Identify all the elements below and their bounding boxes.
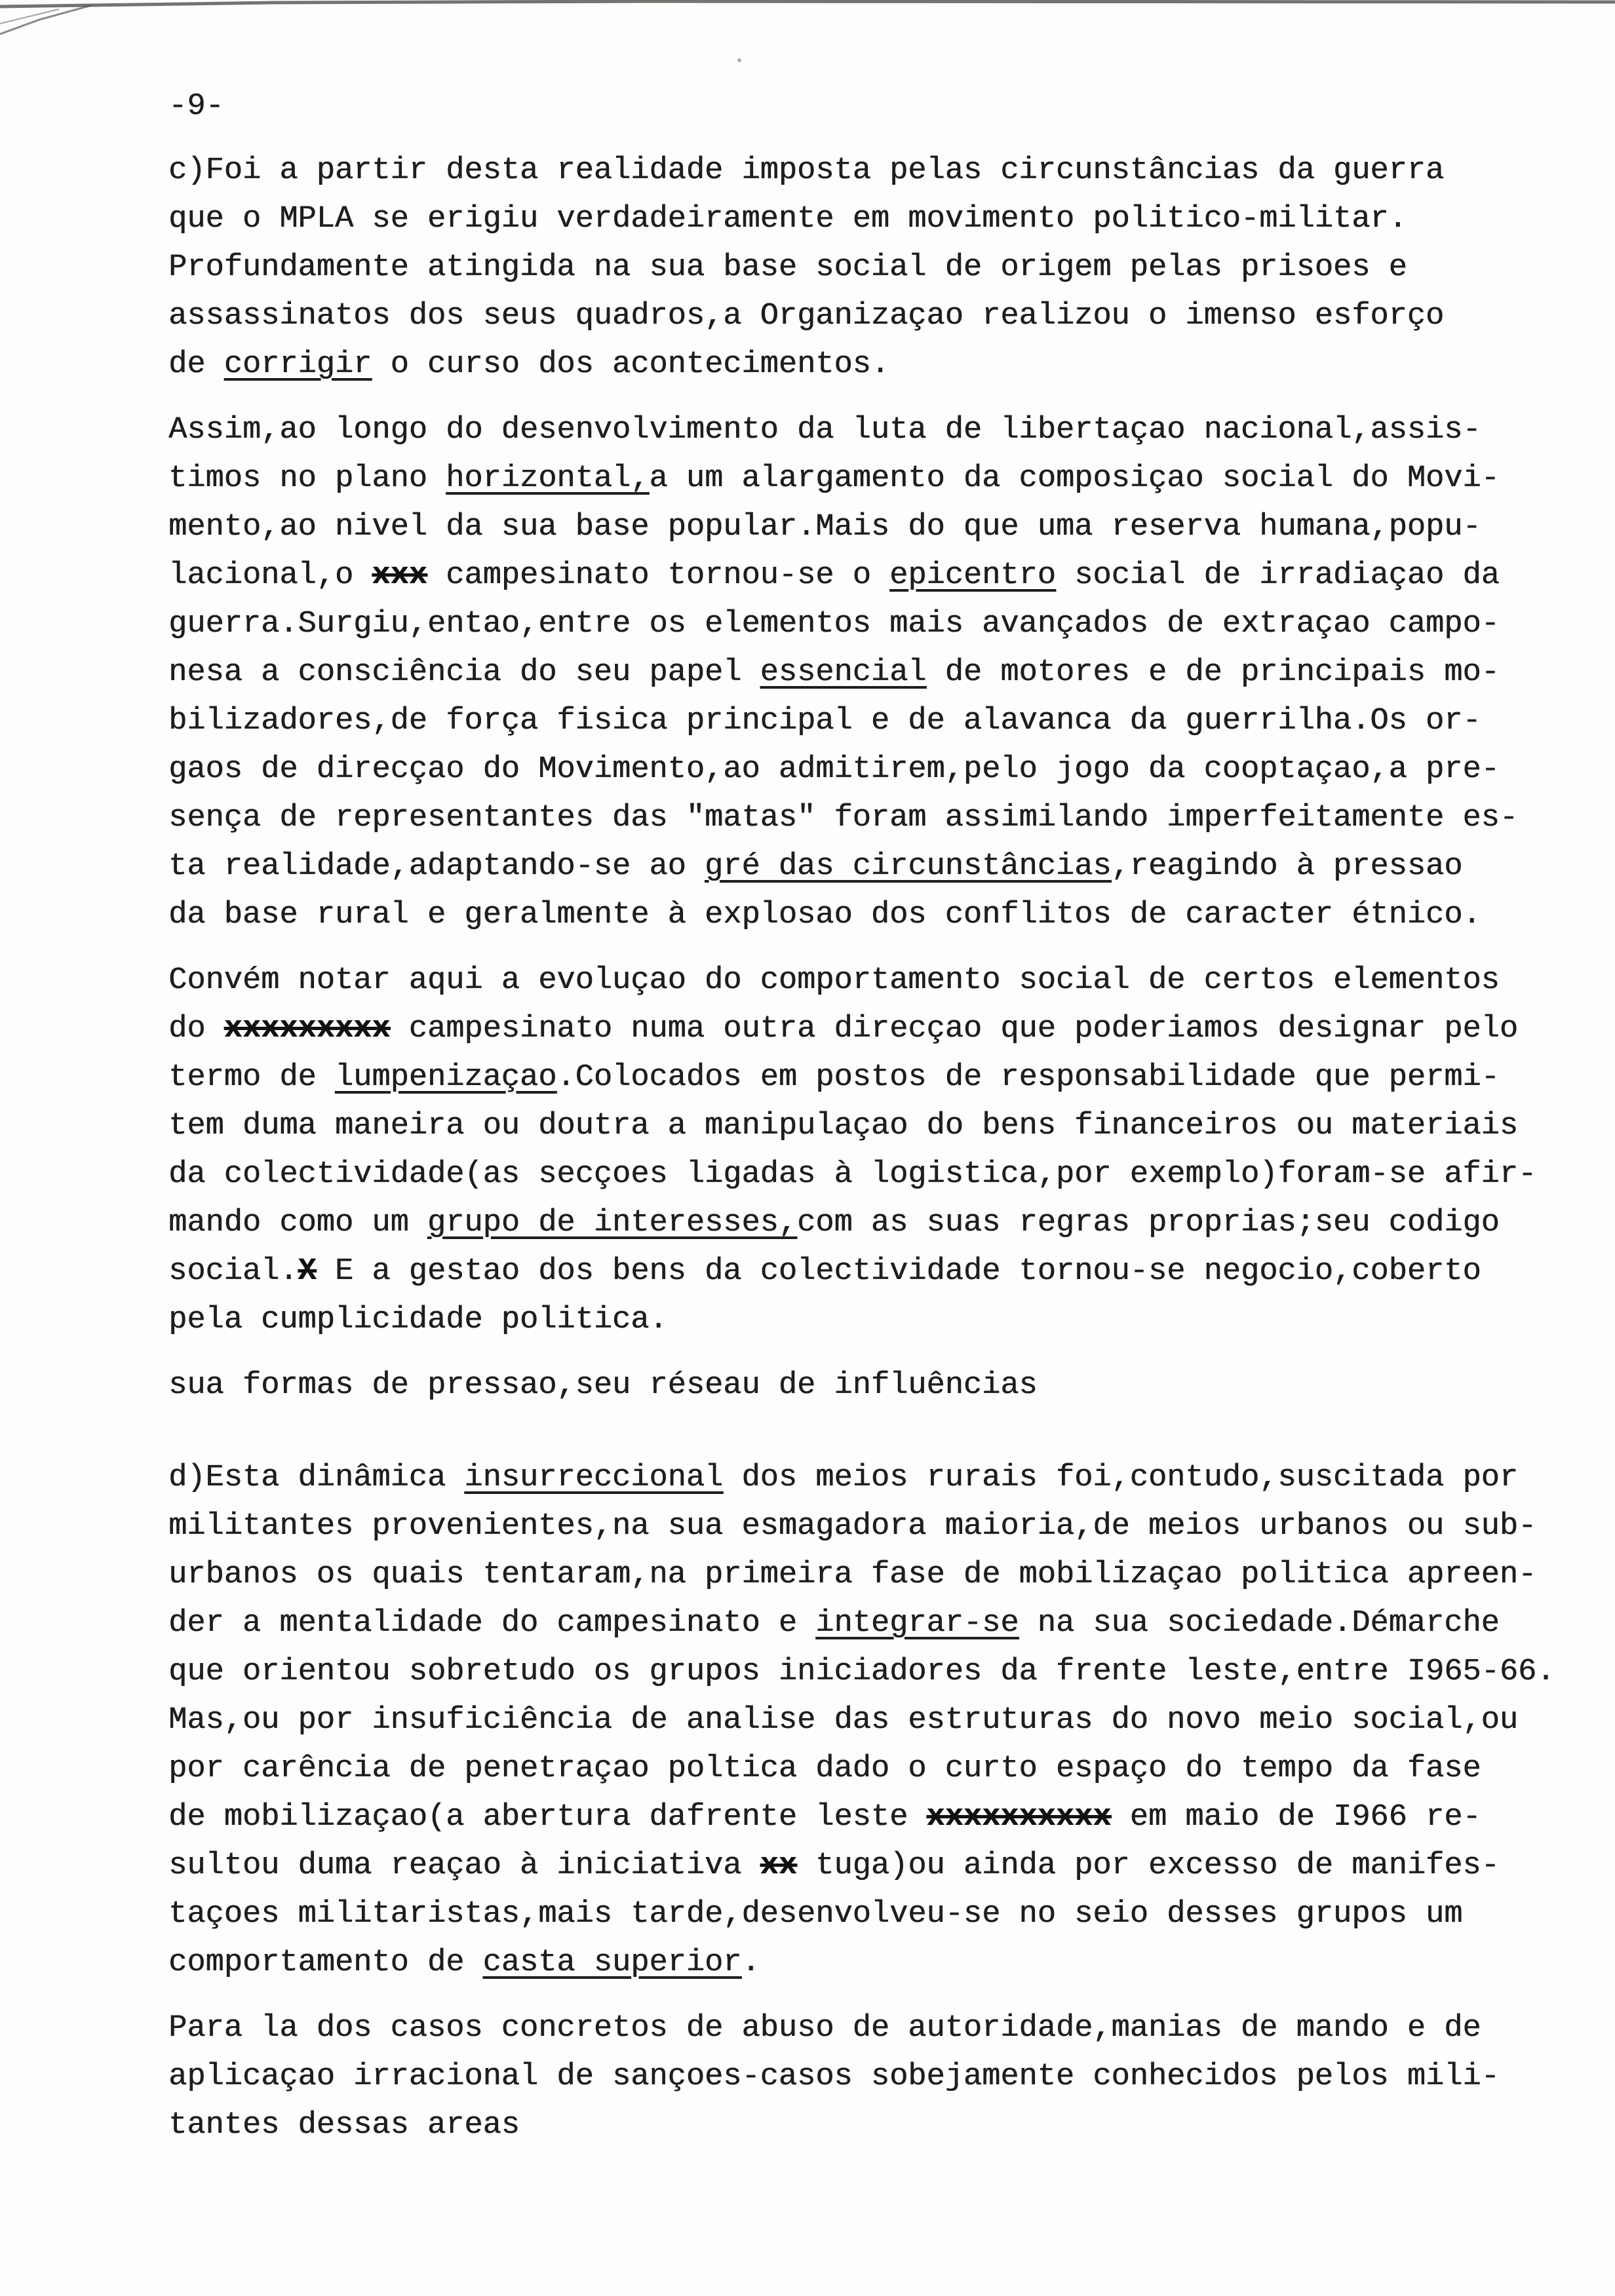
text-line: [168, 1199, 1597, 1248]
paragraph-abuses: [168, 2004, 1597, 2150]
paragraph-d: [168, 1454, 1597, 1987]
text-run: bilizadores,de força fisica principal e de alavanca da guerrilha.Os or-: [168, 704, 1481, 738]
text-run: urbanos os quais tentaram,na primeira fase de mobilizaçao politica apreen-: [168, 1558, 1537, 1592]
text-run: de motores e de principais mo-: [926, 655, 1500, 690]
text-run: gaos de direcçao do Movimento,ao admitirem,pelo jogo da cooptaçao,a pre-: [168, 752, 1500, 787]
text-line: [168, 891, 1597, 940]
underlined-text: integrar-se: [815, 1606, 1019, 1641]
text-line: [168, 1696, 1597, 1745]
text-line: [168, 455, 1597, 503]
text-run: por carência de penetraçao poltica dado o curto espaço do tempo da fase: [168, 1751, 1481, 1786]
text-run: Assim,ao longo do desenvolvimento da luta de libertaçao nacional,assis-: [168, 413, 1481, 448]
paragraph-peasantry: [168, 406, 1597, 940]
underlined-text: gré das circunstâncias: [704, 849, 1112, 884]
text-line: [168, 341, 1597, 389]
text-run: que o MPLA se erigiu verdadeiramente em movimento politico-militar.: [168, 202, 1407, 237]
text-run: ta realidade,adaptando-se ao: [168, 849, 705, 884]
text-run: Para la dos casos concretos de abuso de autoridade,manias de mando e de: [168, 2011, 1481, 2046]
text-run: de mobilizaçao(a abertura dafrente leste: [168, 1800, 927, 1835]
text-line: [168, 600, 1597, 649]
text-line: [168, 195, 1597, 244]
text-line: [168, 1939, 1597, 1987]
text-line: [168, 503, 1597, 552]
underlined-text: insurreccional: [464, 1461, 724, 1495]
text-run: Convém notar aqui a evoluçao do comportamento social de certos elementos: [168, 963, 1500, 998]
text-run: em maio de I966 re-: [1111, 1800, 1481, 1835]
text-line: [168, 1454, 1597, 1502]
text-line: [168, 552, 1597, 600]
text-line: [168, 1502, 1597, 1551]
paragraph-lumpenization: [168, 957, 1597, 1345]
text-line: [168, 1248, 1597, 1296]
text-run: der a mentalidade do campesinato e: [168, 1606, 816, 1641]
text-line: [168, 1296, 1597, 1345]
text-line: [168, 1102, 1597, 1151]
text-line: [168, 292, 1597, 341]
note-line: [168, 1362, 1597, 1410]
text-run: ,reagindo à pressao: [1111, 849, 1463, 884]
text-line: [168, 244, 1597, 292]
underlined-text: horizontal,: [446, 461, 650, 496]
text-line: [168, 147, 1597, 195]
text-line: [168, 1054, 1597, 1102]
text-run: termo de: [168, 1060, 335, 1095]
text-run: pela cumplicidade politica.: [168, 1303, 668, 1337]
text-run: de: [168, 347, 224, 382]
text-line: [168, 843, 1597, 891]
text-line: [168, 1793, 1597, 1842]
text-line: [168, 1599, 1597, 1648]
struck-out-text: xx: [760, 1848, 797, 1883]
page-number: -9-: [168, 89, 224, 124]
text-run: o curso dos acontecimentos.: [372, 347, 889, 382]
text-run: dos meios rurais foi,contudo,suscitada por: [723, 1461, 1518, 1495]
text-line: [168, 697, 1597, 746]
underlined-text: corrigir: [224, 347, 372, 382]
text-run: a um alargamento da composiçao social do Movi-: [649, 461, 1500, 496]
text-line: [168, 1151, 1597, 1199]
text-run: da colectividade(as secçoes ligadas à logistica,por exemplo)foram-se afir-: [168, 1157, 1537, 1192]
text-run: d)Esta dinâmica: [168, 1461, 465, 1495]
text-line: [168, 1551, 1597, 1599]
text-run: nesa a consciência do seu papel: [168, 655, 760, 690]
text-run: mando como um: [168, 1206, 427, 1240]
text-run: c)Foi a partir desta realidade imposta pelas circunstâncias da guerra: [168, 153, 1445, 188]
underlined-text: grupo de interesses,: [427, 1206, 797, 1240]
text-run: da base rural e geralmente à explosao dos conflitos de caracter étnico.: [168, 898, 1481, 932]
text-run: sença de representantes das "matas" foram assimilando imperfeitamente es-: [168, 801, 1518, 835]
text-run: que orientou sobretudo os grupos iniciadores da frente leste,entre I965-66.: [168, 1655, 1555, 1689]
text-run: guerra.Surgiu,entao,entre os elementos mais avançados de extraçao campo-: [168, 607, 1500, 641]
text-line: [168, 1648, 1597, 1696]
text-run: Mas,ou por insuficiência de analise das estruturas do novo meio social,ou: [168, 1703, 1518, 1738]
text-run: aplicaçao irracional de sançoes-casos sobejamente conhecidos pelos mili-: [168, 2059, 1500, 2094]
text-run: comportamento de: [168, 1945, 483, 1980]
text-line: [168, 1890, 1597, 1939]
struck-out-text: xxx: [372, 558, 427, 593]
text-run: tantes dessas areas: [168, 2108, 520, 2143]
text-run: timos no plano: [168, 461, 446, 496]
text-run: campesinato numa outra direcçao que poderiamos designar pelo: [390, 1012, 1518, 1046]
underlined-text: epicentro: [889, 558, 1056, 593]
text-line: [168, 406, 1597, 455]
text-run: social de irradiaçao da: [1055, 558, 1500, 593]
paragraph-c: [168, 147, 1597, 389]
text-run: taçoes militaristas,mais tarde,desenvolveu-se no seio desses grupos um: [168, 1897, 1463, 1932]
text-run: do: [168, 1012, 224, 1046]
scan-artifact: [0, 0, 1615, 92]
text-run: mento,ao nivel da sua base popular.Mais do que uma reserva humana,popu-: [168, 510, 1481, 545]
struck-out-text: xxxxxxxxxx: [926, 1800, 1112, 1835]
text-line: [168, 2101, 1597, 2150]
text-line: [168, 957, 1597, 1005]
text-run: na sua sociedade.Démarche: [1019, 1606, 1500, 1641]
text-run: militantes provenientes,na sua esmagadora maioria,de meios urbanos ou sub-: [168, 1509, 1537, 1544]
text-run: tem duma maneira ou doutra a manipulaçao do bens financeiros ou materiais: [168, 1109, 1518, 1143]
struck-out-text: X: [298, 1254, 317, 1289]
text-line: [168, 746, 1597, 794]
text-run: sultou duma reaçao à iniciativa: [168, 1848, 760, 1883]
text-line: [168, 1842, 1597, 1890]
typescript-body: [168, 83, 1597, 2150]
text-run: social.: [168, 1254, 298, 1289]
text-run: assassinatos dos seus quadros,a Organizaçao realizou o imenso esforço: [168, 299, 1445, 334]
text-run: tuga)ou ainda por excesso de manifes-: [796, 1848, 1500, 1883]
text-line: [168, 794, 1597, 843]
text-line: [168, 649, 1597, 697]
text-run: .: [741, 1945, 760, 1980]
struck-out-text: xxxxxxxxx: [224, 1012, 391, 1046]
underlined-text: casta superior: [482, 1945, 742, 1980]
text-line: [168, 2004, 1597, 2053]
text-run: .Colocados em postos de responsabilidade que permi-: [556, 1060, 1500, 1095]
underlined-text: essencial: [760, 655, 927, 690]
text-run: E a gestao dos bens da colectividade tornou-se negocio,coberto: [316, 1254, 1481, 1289]
text-line: [168, 1745, 1597, 1793]
text-run: campesinato tornou-se o: [427, 558, 890, 593]
text-run: com as suas regras proprias;seu codigo: [796, 1206, 1500, 1240]
text-run: Profundamente atingida na sua base social de origem pelas prisoes e: [168, 250, 1407, 285]
text-run: sua formas de pressao,seu réseau de influências: [168, 1368, 1038, 1403]
text-line: [168, 1005, 1597, 1054]
underlined-text: lumpenizaçao: [334, 1060, 557, 1095]
text-line: [168, 2053, 1597, 2101]
text-line: [168, 1362, 1597, 1410]
text-run: lacional,o: [168, 558, 372, 593]
